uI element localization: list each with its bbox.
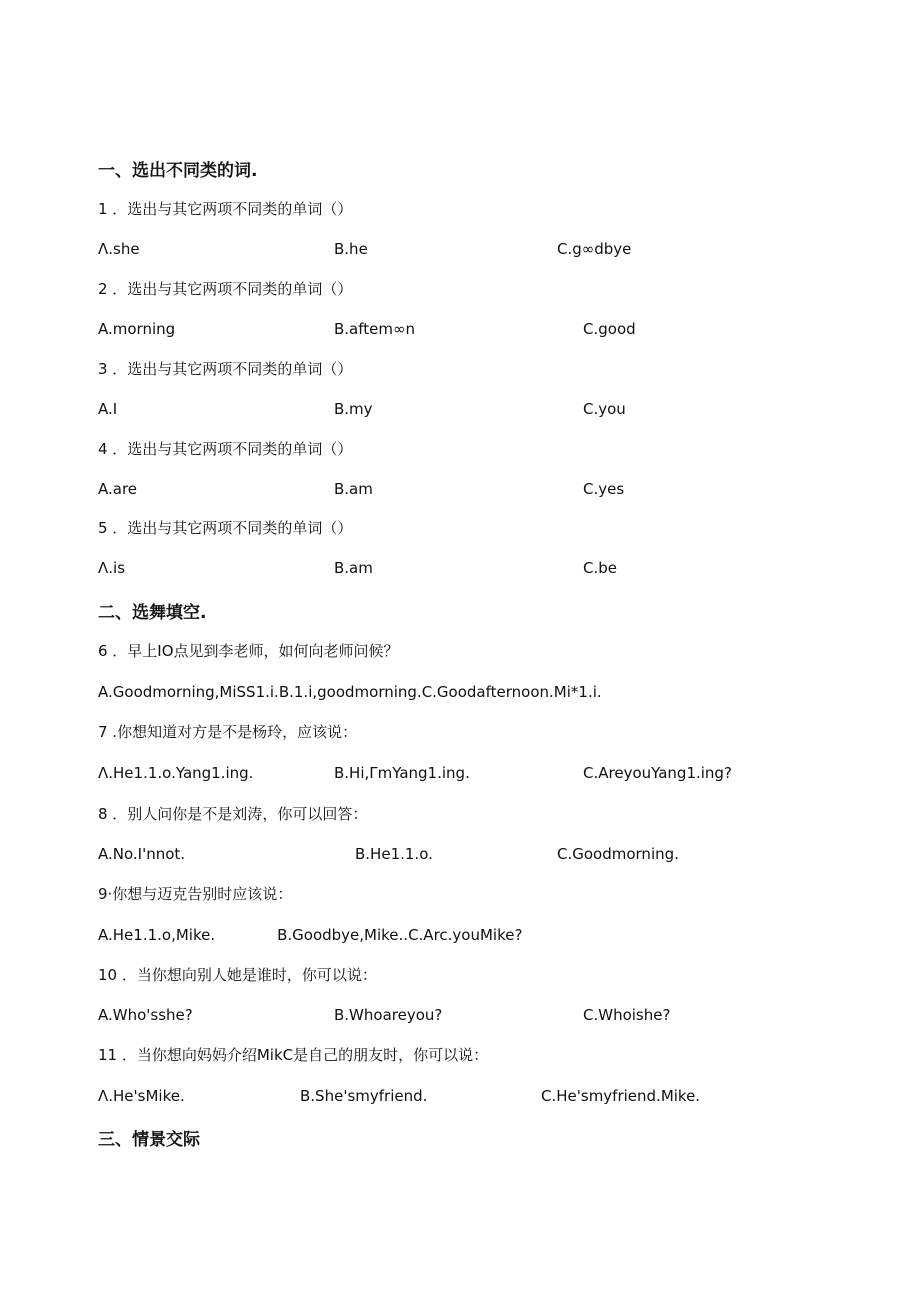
question-7-stem: 7 .你想知道对方是不是杨玲，应该说： <box>98 723 358 741</box>
question-4-stem: 4 ．选出与其它两项不同类的单词（） <box>98 440 353 458</box>
question-6-options-line: A.Goodmorning,MiSS1.i.B.1.i,goodmorning.C.Goodafternoon.Mi*1.i. <box>98 683 602 701</box>
question-9-options-line: A.He1.1.o,Mike. B.Goodbye,Mike..C.Arc.youMike? <box>98 926 523 944</box>
question-8-option-c: C.Goodmorning. <box>557 845 679 863</box>
question-2-stem: 2 ．选出与其它两项不同类的单词（） <box>98 280 353 298</box>
question-1-option-c: C.g∞dbye <box>557 240 632 258</box>
question-10-option-b: B.Whoareyou? <box>334 1006 443 1024</box>
question-4-option-a: A.are <box>98 480 138 498</box>
question-4-option-c: C.yes <box>583 480 625 498</box>
question-1-option-b: B.he <box>334 240 368 258</box>
question-2-option-b: B.aftem∞n <box>334 320 415 338</box>
section-title-1: 一、选出不同类的词. <box>98 161 258 181</box>
question-8-option-b: B.He1.1.o. <box>355 845 433 863</box>
question-8-option-a: A.No.I'nnot. <box>98 845 186 863</box>
section-title-2: 二、选舞填空. <box>98 603 207 623</box>
question-9-stem: 9·你想与迈克告别时应该说： <box>98 885 293 903</box>
question-3-option-b: B.my <box>334 400 373 418</box>
question-7-option-b: B.Hi,ΓmYang1.ing. <box>334 764 470 782</box>
question-3-stem: 3 ．选出与其它两项不同类的单词（） <box>98 360 353 378</box>
question-10-stem: 10 ．当你想向别人她是谁时，你可以说： <box>98 966 377 984</box>
question-5-option-a: Λ.is <box>98 559 126 577</box>
question-11-option-a: Λ.He'sMike. <box>98 1087 185 1105</box>
question-1-stem: 1 ．选出与其它两项不同类的单词（） <box>98 200 353 218</box>
question-11-stem: 11 ．当你想向妈妈介绍MikC是自己的朋友时，你可以说： <box>98 1046 489 1064</box>
question-4-option-b: B.am <box>334 480 373 498</box>
question-7-option-c: C.AreyouYang1.ing? <box>583 764 732 782</box>
question-10-option-c: C.Whoishe? <box>583 1006 671 1024</box>
question-7-option-a: Λ.He1.1.o.Yang1.ing. <box>98 764 254 782</box>
section-title-3: 三、情景交际 <box>98 1130 200 1150</box>
question-3-option-c: C.you <box>583 400 626 418</box>
question-6-stem: 6 ．早上IO点见到李老师，如何向老师问候？ <box>98 642 399 660</box>
question-5-option-b: B.am <box>334 559 373 577</box>
question-5-stem: 5 ．选出与其它两项不同类的单词（） <box>98 519 353 537</box>
question-10-option-a: A.Who'sshe? <box>98 1006 193 1024</box>
question-8-stem: 8 ．别人问你是不是刘涛，你可以回答： <box>98 805 368 823</box>
question-3-option-a: A.I <box>98 400 118 418</box>
question-11-option-b: B.She'smyfriend. <box>300 1087 428 1105</box>
question-1-option-a: Λ.she <box>98 240 140 258</box>
question-2-option-c: C.good <box>583 320 636 338</box>
question-5-option-c: C.be <box>583 559 617 577</box>
question-11-option-c: C.He'smyfriend.Mike. <box>541 1087 701 1105</box>
question-2-option-a: A.morning <box>98 320 176 338</box>
